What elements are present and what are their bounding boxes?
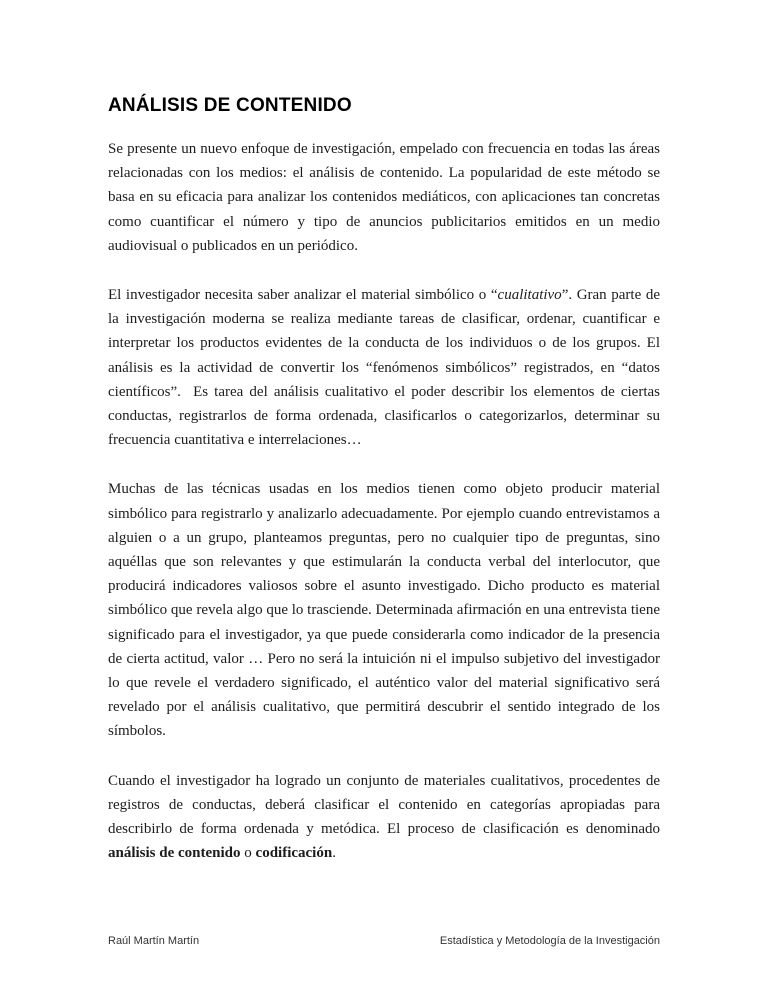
paragraph-intro: Se presente un nuevo enfoque de investigación, empelado con frecuencia en todas las áreas relacionadas con los medios: el análisis de contenido. La popularidad de este método se basa en su eficacia para analizar los contenidos mediáticos, con aplicaciones tan concretas como cuantificar el número y tipo de anuncios publicitarios emitidos en un medio audiovisual o publicados en un periódico. — [108, 141, 660, 254]
page-footer — [108, 934, 660, 948]
paragraph-codificacion: Cuando el investigador ha logrado un conjunto de materiales cualitativos, procedentes de registros de conductas, deberá clasificar el contenido en categorías apropiadas para describirlo de forma ordenada y metódica. El proceso de clasificación es denominado análisis de contenido o codificación. — [108, 772, 660, 862]
paragraph-cualitativo: El investigador necesita saber analizar el material simbólico o “cualitativo”. Gran parte de la investigación moderna se realiza mediante tareas de clasificar, ordenar, cuantificar e interpretar los productos evidentes de la conducta de los individuos o de los grupos. El análisis es la actividad de convertir los “fenómenos simbólicos” registrados, en “datos científicos”. Es tarea del análisis cualitativo el poder describir los elementos de ciertas conductas, registrarlos de forma ordenada, clasificarlos o categorizarlos, determinar su frecuencia cuantitativa e interrelaciones… — [108, 287, 660, 449]
paragraph-tecnicas: Muchas de las técnicas usadas en los medios tienen como objeto producir material simbólico para registrarlo y analizarlo adecuadamente. Por ejemplo cuando entrevistamos a alguien o a un grupo, planteamos preguntas, pero no cualquier tipo de preguntas, sino aquéllas que son relevantes y que estimularán la conducta verbal del interlocutor, que producirá indicadores valiosos sobre el asunto investigado. Dicho producto es material simbólico que revela algo que lo trasciende. Determinada afirmación en una entrevista tiene significado para el investigador, ya que puede considerarla como indicador de la presencia de cierta actitud, valor … Pero no será la intuición ni el impulso subjetivo del investigador lo que revele el verdadero significado, el auténtico valor del material significativo será revelado por el análisis cualitativo, que permitirá descubrir el sentido integrado de los símbolos. — [108, 481, 660, 740]
page-title: ANÁLISIS DE CONTENIDO — [108, 95, 352, 116]
footer-author: Raúl Martín Martín — [108, 935, 200, 947]
footer-course: Estadística y Metodología de la Investigación — [439, 935, 660, 947]
document-body — [108, 137, 660, 865]
document-content — [108, 94, 660, 890]
